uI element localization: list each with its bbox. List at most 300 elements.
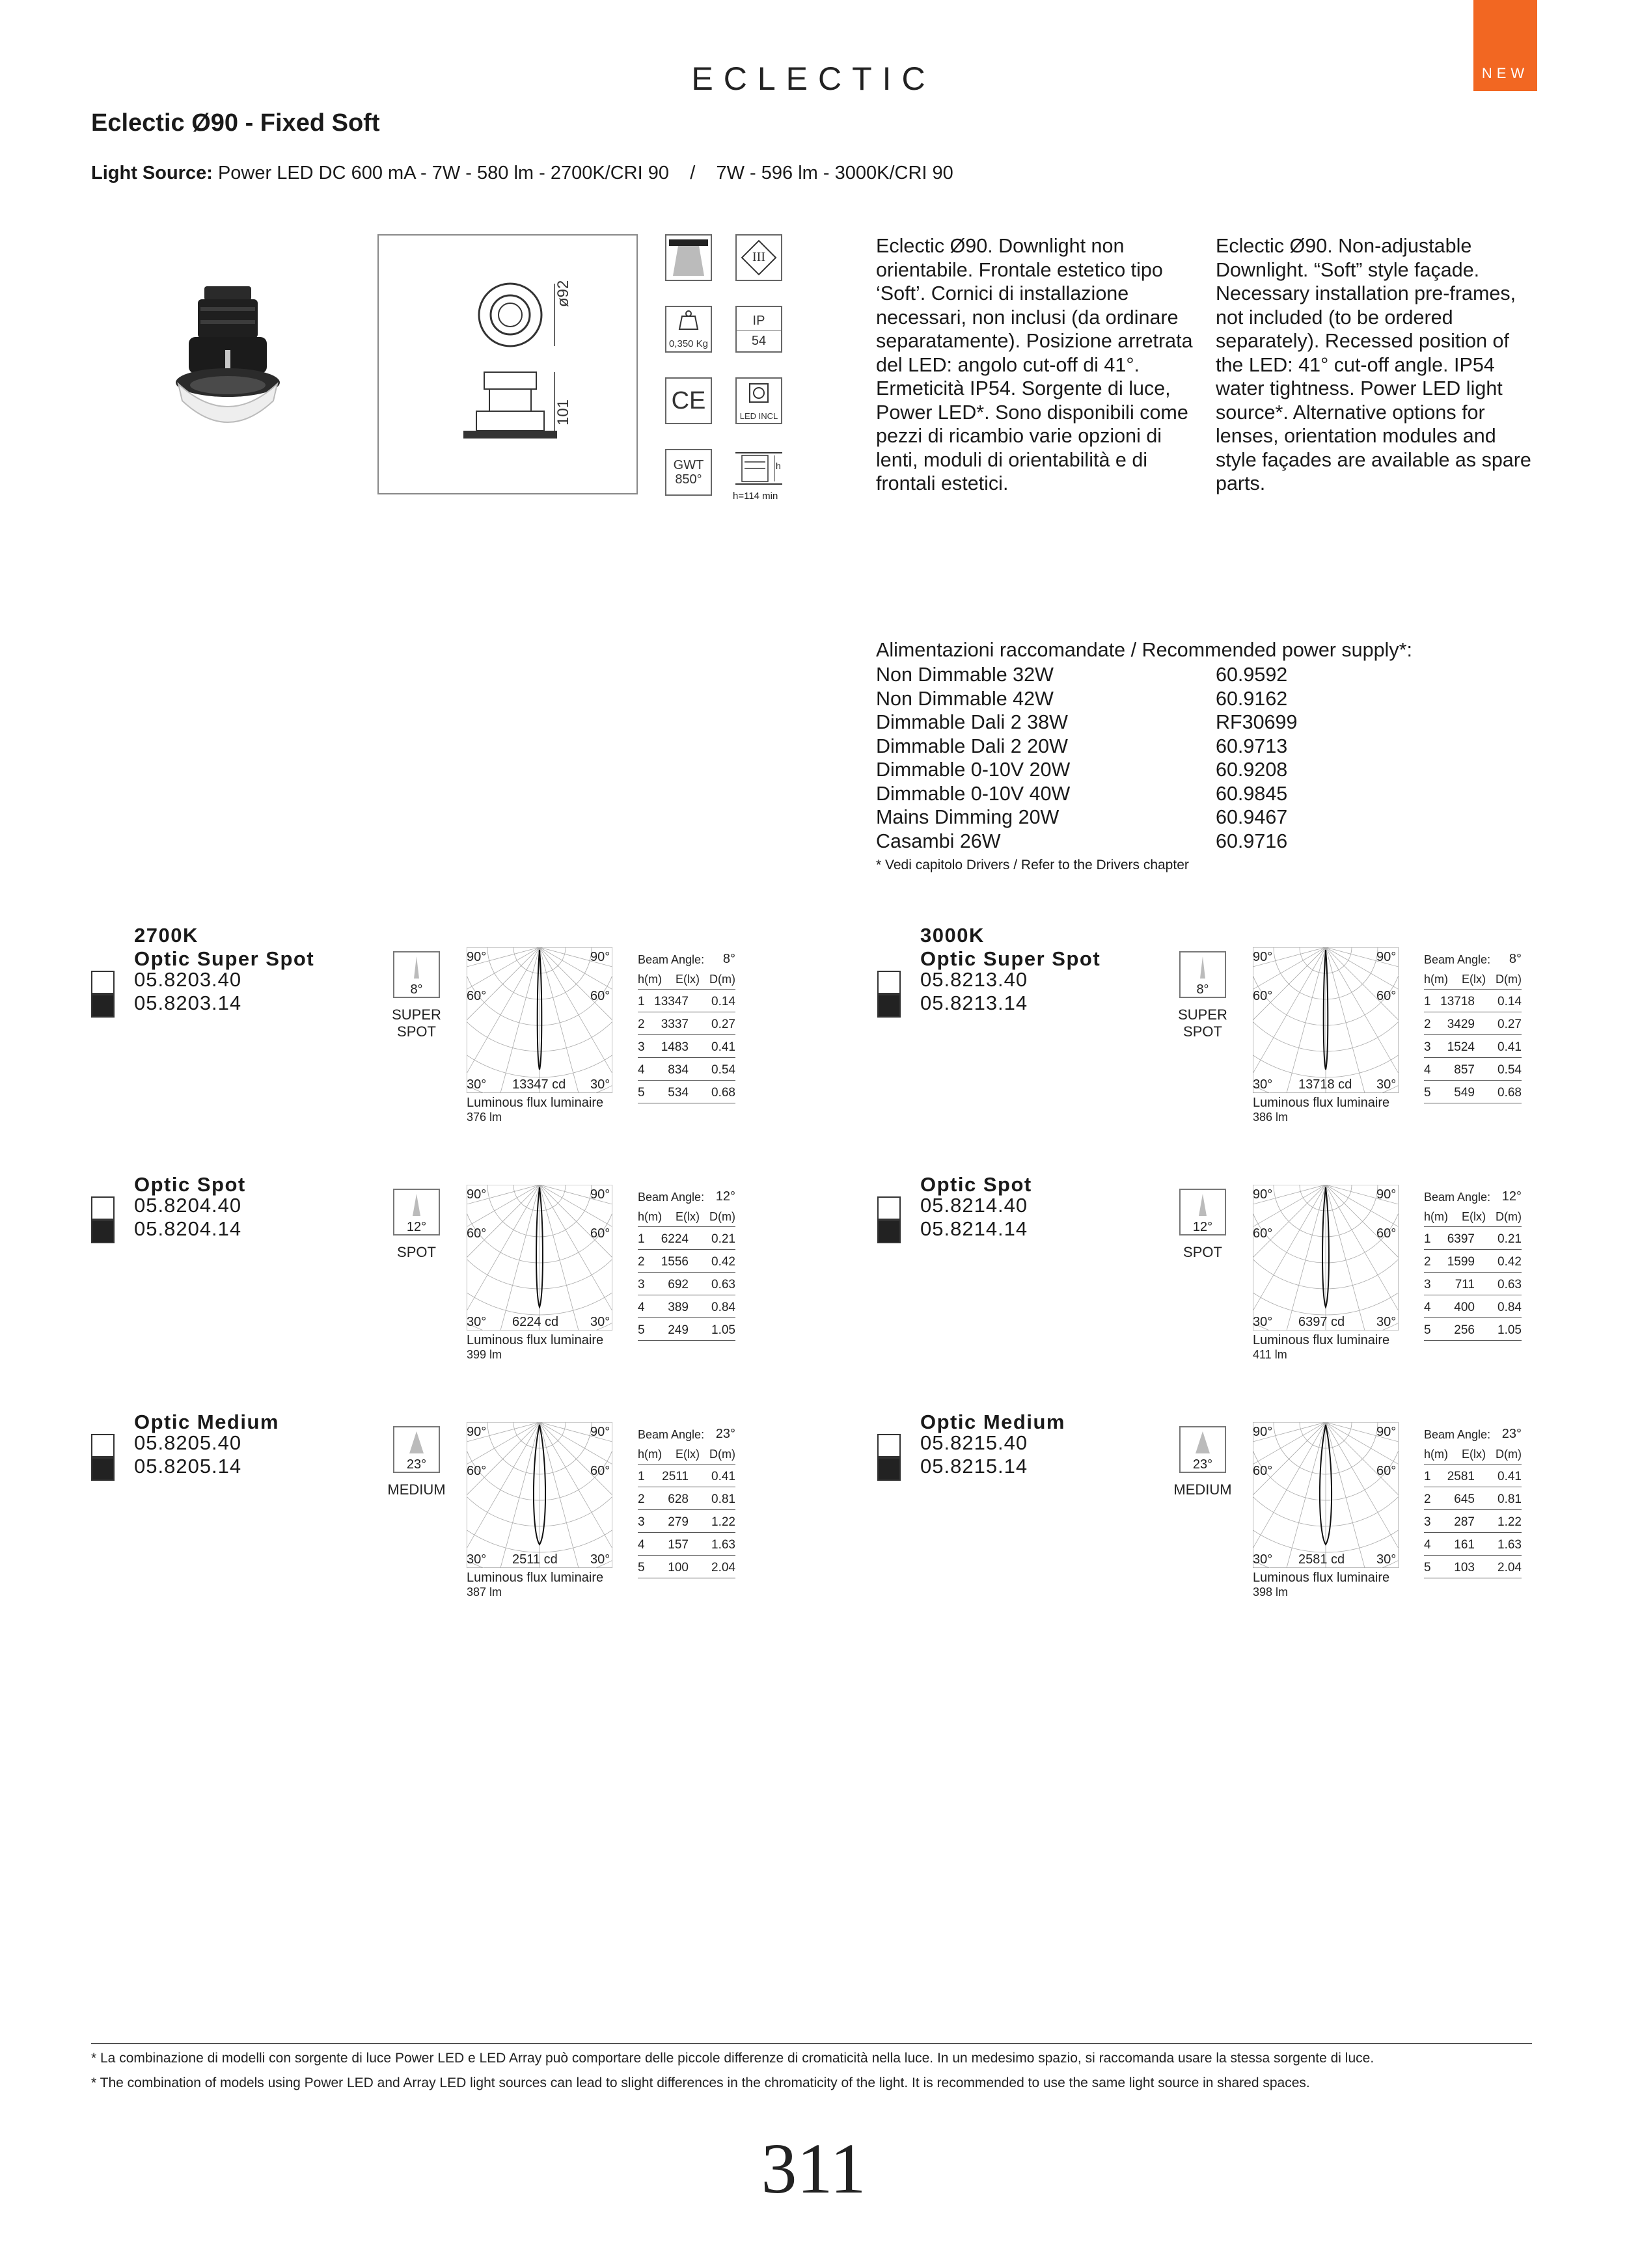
cell-d: 1.22	[1497, 1515, 1522, 1529]
beam-table-row	[1424, 1487, 1522, 1510]
beam-angle-value: 23°	[715, 1427, 735, 1441]
height-dimension: 101	[554, 399, 572, 425]
col-h: h(m)	[638, 1448, 662, 1461]
beam-table-header	[1424, 1444, 1522, 1465]
optic-type-label-1: SPOT	[397, 1244, 436, 1260]
page-number: 311	[761, 2129, 866, 2208]
description-english: Eclectic Ø90. Non-adjustable Downlight. “Soft” style façade. Necessary installation pre-frames, not included (to be ordered separately). Recessed position of the LED: 41° cut-off angle. IP54 water tightness. Power LED light source*. Alternative options for lenses, orientation modules and style façades are available as spare parts.	[1216, 235, 1531, 494]
article-code-white: 05.8203.40	[134, 968, 242, 991]
gwt-label: GWT	[673, 458, 704, 472]
luminous-flux-label: Luminous flux luminaire	[1253, 1571, 1390, 1585]
swatch-white	[91, 1196, 115, 1220]
cell-e: 389	[668, 1301, 689, 1314]
beam-table-row	[1424, 1250, 1522, 1273]
beam-angle-value: 8°	[722, 952, 735, 966]
cell-d: 0.68	[1497, 1086, 1522, 1100]
cell-d: 0.41	[1497, 1040, 1522, 1054]
ip-value: 54	[737, 331, 781, 351]
cell-e: 256	[1454, 1323, 1475, 1337]
beam-table-row	[638, 1227, 735, 1250]
beam-angle-label: Beam Angle:	[638, 1191, 705, 1204]
article-code-white: 05.8204.40	[134, 1194, 242, 1217]
swatch-black	[877, 1220, 901, 1243]
polar-label-90-left: 90°	[467, 1187, 487, 1202]
cell-e: 549	[1454, 1086, 1475, 1100]
cell-h: 1	[638, 1232, 645, 1246]
beam-angle-row	[638, 1187, 735, 1207]
beam-table-row	[638, 1273, 735, 1295]
swatch-white	[877, 971, 901, 994]
polar-label-60-right: 60°	[590, 989, 610, 1003]
cell-d: 0.27	[711, 1018, 735, 1031]
beam-table-row	[1424, 1035, 1522, 1058]
ip-label: IP	[752, 314, 765, 328]
luminous-flux-value: 386 lm	[1253, 1111, 1289, 1124]
power-supply-item: Dimmable 0-10V 20W 60.9208	[876, 759, 1288, 781]
polar-diagram	[467, 947, 612, 1093]
cell-h: 1	[638, 1470, 645, 1483]
col-e: E(lx)	[1462, 973, 1486, 986]
article-code-white: 05.8214.40	[920, 1194, 1028, 1217]
beam-table-row	[1424, 990, 1522, 1012]
cell-d: 0.41	[711, 1470, 735, 1483]
cell-d: 1.05	[711, 1323, 735, 1337]
beam-table-row	[638, 1510, 735, 1533]
class-iii-label: III	[752, 250, 765, 264]
cell-e: 857	[1454, 1063, 1475, 1077]
ceiling-depth-h: h	[776, 461, 781, 471]
polar-label-60-right: 60°	[1376, 989, 1397, 1003]
footer-divider	[91, 2043, 1532, 2044]
beam-table-row	[638, 1250, 735, 1273]
swatch-black	[877, 994, 901, 1018]
beam-table-header	[638, 1444, 735, 1465]
cell-e: 534	[668, 1086, 689, 1100]
peak-intensity: 13347 cd	[512, 1077, 566, 1092]
optic-type-label-1: SUPER	[392, 1006, 441, 1023]
cell-h: 2	[638, 1255, 645, 1269]
cell-d: 1.22	[711, 1515, 735, 1529]
ip-rating-icon	[735, 306, 782, 353]
beam-table-row	[1424, 1058, 1522, 1081]
beam-table-header	[638, 1207, 735, 1227]
polar-label-90-right: 90°	[1376, 1425, 1397, 1439]
polar-label-90-right: 90°	[1376, 950, 1397, 964]
cell-e: 287	[1454, 1515, 1475, 1529]
cell-d: 0.84	[711, 1301, 735, 1314]
cell-h: 3	[638, 1278, 645, 1291]
beam-angle-label: Beam Angle:	[638, 1428, 705, 1441]
cell-h: 3	[1424, 1278, 1431, 1291]
cell-d: 0.84	[1497, 1301, 1522, 1314]
beam-table-row	[638, 990, 735, 1012]
beam-table	[1424, 1187, 1522, 1341]
polar-diagram	[1253, 947, 1399, 1093]
col-h: h(m)	[638, 973, 662, 986]
beam-table-row	[638, 1533, 735, 1556]
cell-h: 3	[1424, 1515, 1431, 1529]
polar-label-90-left: 90°	[1253, 1187, 1273, 1202]
cell-d: 1.05	[1497, 1323, 1522, 1337]
technical-drawing	[377, 234, 638, 494]
cell-e: 100	[668, 1561, 689, 1574]
power-supply-item: Casambi 26W 60.9716	[876, 830, 1288, 852]
light-source-label: Light Source:	[91, 163, 213, 183]
footnote-english: * The combination of models using Power LED and Array LED light sources can lead to slight differences in the chromaticity of the light. It is recommended to use the same light source in shared spaces.	[91, 2075, 1310, 2090]
polar-label-90-right: 90°	[590, 1425, 610, 1439]
new-tab-label: NEW	[1481, 65, 1529, 81]
polar-label-30-right: 30°	[590, 1077, 610, 1092]
cell-h: 1	[638, 995, 645, 1008]
col-d: D(m)	[709, 1448, 735, 1461]
polar-label-30-right: 30°	[1376, 1552, 1397, 1567]
polar-label-90-left: 90°	[1253, 1425, 1273, 1439]
cell-h: 1	[1424, 1470, 1431, 1483]
beam-angle-value: 23°	[1501, 1427, 1522, 1441]
cell-e: 645	[1454, 1492, 1475, 1506]
polar-label-30-left: 30°	[467, 1315, 487, 1329]
cell-d: 2.04	[711, 1561, 735, 1574]
cell-e: 711	[1455, 1278, 1475, 1291]
col-d: D(m)	[1496, 1210, 1522, 1223]
polar-label-30-right: 30°	[590, 1315, 610, 1329]
swatch-black	[91, 1220, 115, 1243]
polar-label-60-left: 60°	[1253, 1226, 1273, 1241]
cell-h: 4	[1424, 1538, 1431, 1552]
cell-e: 157	[668, 1538, 689, 1552]
polar-diagram	[467, 1422, 612, 1568]
optic-name: Optic Super Spot	[134, 947, 315, 970]
optic-type-label-2: SPOT	[397, 1023, 436, 1040]
col-e: E(lx)	[676, 1448, 700, 1461]
cell-e: 692	[668, 1278, 689, 1291]
power-supply-item: Mains Dimming 20W 60.9467	[876, 806, 1288, 828]
power-supply-list	[876, 663, 1332, 853]
cell-e: 1483	[661, 1040, 689, 1054]
cell-e: 2511	[662, 1470, 689, 1483]
beam-table-row	[638, 1295, 735, 1318]
polar-label-60-right: 60°	[1376, 1226, 1397, 1241]
beam-angle-badge-value: 8°	[410, 982, 423, 997]
beam-angle-row	[638, 950, 735, 969]
cell-h: 2	[638, 1492, 645, 1506]
cell-h: 4	[1424, 1063, 1431, 1077]
beam-angle-value: 12°	[715, 1189, 735, 1204]
cell-h: 5	[638, 1561, 645, 1574]
cell-d: 0.27	[1497, 1018, 1522, 1031]
cell-h: 2	[638, 1018, 645, 1031]
cell-d: 0.63	[711, 1278, 735, 1291]
cell-d: 0.21	[711, 1232, 735, 1246]
cell-e: 628	[668, 1492, 689, 1506]
luminous-flux-label: Luminous flux luminaire	[1253, 1096, 1390, 1110]
peak-intensity: 2511 cd	[512, 1552, 558, 1567]
beam-table-row	[1424, 1227, 1522, 1250]
product-title: Eclectic Ø90 - Fixed Soft	[91, 109, 380, 137]
cell-e: 161	[1454, 1538, 1475, 1552]
light-source	[91, 163, 953, 184]
col-h: h(m)	[638, 1210, 662, 1223]
cell-e: 6224	[661, 1232, 689, 1246]
polar-label-30-right: 30°	[1376, 1315, 1397, 1329]
cell-h: 4	[1424, 1301, 1431, 1314]
cell-e: 6397	[1447, 1232, 1475, 1246]
luminous-flux-label: Luminous flux luminaire	[467, 1333, 604, 1347]
article-code-black: 05.8205.14	[134, 1455, 242, 1478]
power-supply-note: * Vedi capitolo Drivers / Refer to the Drivers chapter	[876, 857, 1189, 872]
optic-type-label-1: MEDIUM	[1173, 1481, 1232, 1498]
cell-e: 1556	[661, 1255, 689, 1269]
cell-h: 5	[1424, 1561, 1431, 1574]
swatch-black	[877, 1457, 901, 1481]
cell-d: 0.81	[711, 1492, 735, 1506]
cell-d: 0.14	[1497, 995, 1522, 1008]
beam-table-row	[638, 1081, 735, 1103]
cell-h: 5	[638, 1323, 645, 1337]
beam-table-row	[1424, 1012, 1522, 1035]
cell-d: 0.81	[1497, 1492, 1522, 1506]
beam-table-row	[638, 1035, 735, 1058]
cell-h: 3	[638, 1515, 645, 1529]
cell-d: 0.54	[711, 1063, 735, 1077]
beam-table	[1424, 950, 1522, 1103]
col-e: E(lx)	[1462, 1448, 1486, 1461]
polar-label-30-left: 30°	[1253, 1552, 1273, 1567]
polar-diagram	[1253, 1422, 1399, 1568]
polar-label-30-left: 30°	[1253, 1077, 1273, 1092]
luminous-flux-value: 411 lm	[1253, 1348, 1287, 1361]
article-code-black: 05.8215.14	[920, 1455, 1028, 1478]
article-code-black: 05.8204.14	[134, 1217, 242, 1240]
cell-d: 0.63	[1497, 1278, 1522, 1291]
beam-table-header	[1424, 1207, 1522, 1227]
color-temperature-heading: 2700K	[134, 924, 198, 947]
optic-type-label-2: SPOT	[1183, 1023, 1222, 1040]
polar-label-60-left: 60°	[1253, 989, 1273, 1003]
beam-table	[638, 1425, 735, 1578]
cell-e: 834	[668, 1063, 689, 1077]
polar-label-60-right: 60°	[590, 1464, 610, 1478]
cell-h: 5	[1424, 1086, 1431, 1100]
col-d: D(m)	[1496, 973, 1522, 986]
product-image	[163, 273, 293, 442]
description-italian: Eclectic Ø90. Downlight non orientabile. Frontale estetico tipo ‘Soft’. Cornici di installazione necessari, non inclusi (da ordinare separatamente). Posizione arretrata del LED: angolo cut-off di 41°. Ermeticità IP54. Sorgente di luce, Power LED*. Sono disponibili come pezzi di ricambio varie opzioni di lenti, moduli di orientabilità e di frontali estetici.	[876, 235, 1193, 494]
beam-angle-label: Beam Angle:	[1424, 1191, 1491, 1204]
ceiling-depth-min: h=114 min	[733, 491, 778, 502]
polar-label-60-left: 60°	[1253, 1464, 1273, 1478]
color-temperature-heading: 3000K	[920, 924, 985, 947]
power-supply-heading: Alimentazioni raccomandate / Recommended power supply*:	[876, 639, 1412, 661]
cell-h: 4	[638, 1063, 645, 1077]
cell-d: 0.41	[1497, 1470, 1522, 1483]
polar-label-90-left: 90°	[1253, 950, 1273, 964]
cell-h: 5	[1424, 1323, 1431, 1337]
cell-h: 4	[638, 1538, 645, 1552]
cell-h: 2	[1424, 1255, 1431, 1269]
luminous-flux-value: 399 lm	[467, 1348, 502, 1361]
luminous-flux-label: Luminous flux luminaire	[1253, 1333, 1390, 1347]
beam-table-row	[638, 1318, 735, 1341]
beam-angle-badge-value: 23°	[1192, 1457, 1213, 1472]
beam-table-row	[1424, 1318, 1522, 1341]
optic-type-label-1: SUPER	[1178, 1006, 1227, 1023]
beam-table	[638, 1187, 735, 1341]
optic-name: Optic Spot	[920, 1173, 1032, 1196]
beam-angle-value: 12°	[1501, 1189, 1522, 1204]
cell-e: 249	[668, 1323, 689, 1337]
optic-type-label-1: MEDIUM	[387, 1481, 446, 1498]
peak-intensity: 13718 cd	[1298, 1077, 1352, 1092]
cell-d: 0.42	[711, 1255, 735, 1269]
beam-table-row	[638, 1487, 735, 1510]
power-supply-item: Non Dimmable 32W 60.9592	[876, 664, 1288, 686]
polar-label-60-left: 60°	[467, 1464, 487, 1478]
cell-e: 1599	[1447, 1255, 1475, 1269]
beam-table-row	[1424, 1465, 1522, 1487]
col-d: D(m)	[709, 973, 735, 986]
polar-label-90-right: 90°	[1376, 1187, 1397, 1202]
beam-table-header	[638, 969, 735, 990]
beam-angle-row	[638, 1425, 735, 1444]
power-supply-item: Non Dimmable 42W 60.9162	[876, 687, 1288, 710]
article-code-white: 05.8213.40	[920, 968, 1028, 991]
cell-e: 1524	[1447, 1040, 1475, 1054]
beam-angle-row	[1424, 950, 1522, 969]
col-d: D(m)	[1496, 1448, 1522, 1461]
led-included-icon	[735, 377, 782, 424]
brand-title: ECLECTIC	[691, 61, 936, 97]
cell-e: 103	[1454, 1561, 1475, 1574]
polar-label-60-right: 60°	[1376, 1464, 1397, 1478]
polar-label-30-right: 30°	[1376, 1077, 1397, 1092]
gwt-value: 850°	[675, 472, 702, 487]
cell-d: 0.21	[1497, 1232, 1522, 1246]
optic-name: Optic Medium	[134, 1411, 279, 1433]
cell-d: 1.63	[711, 1538, 735, 1552]
col-h: h(m)	[1424, 1448, 1448, 1461]
cell-e: 2581	[1447, 1470, 1475, 1483]
beam-table-row	[1424, 1273, 1522, 1295]
beam-angle-label: Beam Angle:	[1424, 953, 1491, 966]
cell-h: 1	[1424, 1232, 1431, 1246]
power-supply-item: Dimmable Dali 2 20W 60.9713	[876, 735, 1288, 757]
cell-d: 0.14	[711, 995, 735, 1008]
luminous-flux-value: 398 lm	[1253, 1586, 1289, 1599]
col-e: E(lx)	[676, 1210, 700, 1223]
polar-label-90-left: 90°	[467, 1425, 487, 1439]
cell-d: 0.68	[711, 1086, 735, 1100]
cell-d: 0.41	[711, 1040, 735, 1054]
article-code-black: 05.8203.14	[134, 992, 242, 1014]
swatch-white	[91, 1434, 115, 1457]
beam-table-row	[638, 1556, 735, 1578]
optic-name: Optic Medium	[920, 1411, 1065, 1433]
polar-diagram	[467, 1185, 612, 1330]
power-supply-item: Dimmable 0-10V 40W 60.9845	[876, 782, 1288, 805]
optic-type-label-1: SPOT	[1183, 1244, 1222, 1260]
swatch-white	[877, 1434, 901, 1457]
gwt-icon	[665, 449, 712, 496]
luminous-flux-label: Luminous flux luminaire	[467, 1571, 604, 1585]
beam-angle-label: Beam Angle:	[1424, 1428, 1491, 1441]
weight-value: 0,350 Kg	[668, 338, 709, 349]
footnote-italian: * La combinazione di modelli con sorgente di luce Power LED e LED Array può comportare delle piccole differenze di cromaticità nella luce. In un medesimo spazio, si raccomanda usare la stessa sorgente di luce.	[91, 2051, 1374, 2066]
polar-label-30-left: 30°	[1253, 1315, 1273, 1329]
beam-table	[638, 950, 735, 1103]
weight-icon	[665, 306, 712, 353]
cell-d: 1.63	[1497, 1538, 1522, 1552]
article-code-white: 05.8215.40	[920, 1431, 1028, 1454]
beam-angle-badge-value: 12°	[1192, 1220, 1213, 1234]
luminous-flux-label: Luminous flux luminaire	[467, 1096, 604, 1110]
col-h: h(m)	[1424, 1210, 1448, 1223]
swatch-white	[877, 1196, 901, 1220]
col-d: D(m)	[709, 1210, 735, 1223]
drawing-lines	[379, 236, 636, 493]
swatch-black	[91, 994, 115, 1018]
col-e: E(lx)	[1462, 1210, 1486, 1223]
ce-icon: CE	[665, 377, 712, 424]
beam-table-row	[638, 1012, 735, 1035]
cell-e: 3337	[661, 1018, 689, 1031]
ceiling-depth-icon	[733, 449, 782, 502]
cell-h: 4	[638, 1301, 645, 1314]
led-included-label: LED INCL	[739, 411, 778, 421]
beam-table-row	[1424, 1533, 1522, 1556]
cell-d: 0.42	[1497, 1255, 1522, 1269]
optic-name: Optic Super Spot	[920, 947, 1101, 970]
optic-name: Optic Spot	[134, 1173, 246, 1196]
recessed-icon	[665, 234, 712, 281]
polar-label-30-left: 30°	[467, 1552, 487, 1567]
polar-label-90-left: 90°	[467, 950, 487, 964]
diameter-dimension: ø92	[554, 280, 572, 307]
article-code-black: 05.8213.14	[920, 992, 1028, 1014]
cell-h: 3	[638, 1040, 645, 1054]
polar-label-60-left: 60°	[467, 1226, 487, 1241]
beam-table-row	[1424, 1510, 1522, 1533]
polar-label-30-left: 30°	[467, 1077, 487, 1092]
cell-e: 13347	[654, 995, 689, 1008]
swatch-black	[91, 1457, 115, 1481]
cell-e: 279	[668, 1515, 689, 1529]
polar-label-90-right: 90°	[590, 950, 610, 964]
beam-table-header	[1424, 969, 1522, 990]
cell-d: 0.54	[1497, 1063, 1522, 1077]
new-tab	[1473, 0, 1537, 91]
luminous-flux-value: 387 lm	[467, 1586, 502, 1599]
cell-h: 5	[638, 1086, 645, 1100]
beam-table-row	[1424, 1081, 1522, 1103]
luminous-flux-value: 376 lm	[467, 1111, 502, 1124]
cell-h: 1	[1424, 995, 1431, 1008]
cell-e: 3429	[1447, 1018, 1475, 1031]
power-supply-item: Dimmable Dali 2 38W RF30699	[876, 711, 1298, 733]
light-source-text: Power LED DC 600 mA - 7W - 580 lm - 2700K/CRI 90 / 7W - 596 lm - 3000K/CRI 90	[212, 163, 953, 183]
col-e: E(lx)	[676, 973, 700, 986]
cell-e: 13718	[1440, 995, 1475, 1008]
beam-angle-badge-value: 8°	[1196, 982, 1209, 997]
cell-h: 2	[1424, 1492, 1431, 1506]
beam-angle-row	[1424, 1425, 1522, 1444]
polar-label-60-left: 60°	[467, 989, 487, 1003]
cell-e: 400	[1454, 1301, 1475, 1314]
cell-h: 2	[1424, 1018, 1431, 1031]
article-code-white: 05.8205.40	[134, 1431, 242, 1454]
class-iii-icon	[735, 234, 782, 281]
beam-table-row	[1424, 1556, 1522, 1578]
article-code-black: 05.8214.14	[920, 1217, 1028, 1240]
